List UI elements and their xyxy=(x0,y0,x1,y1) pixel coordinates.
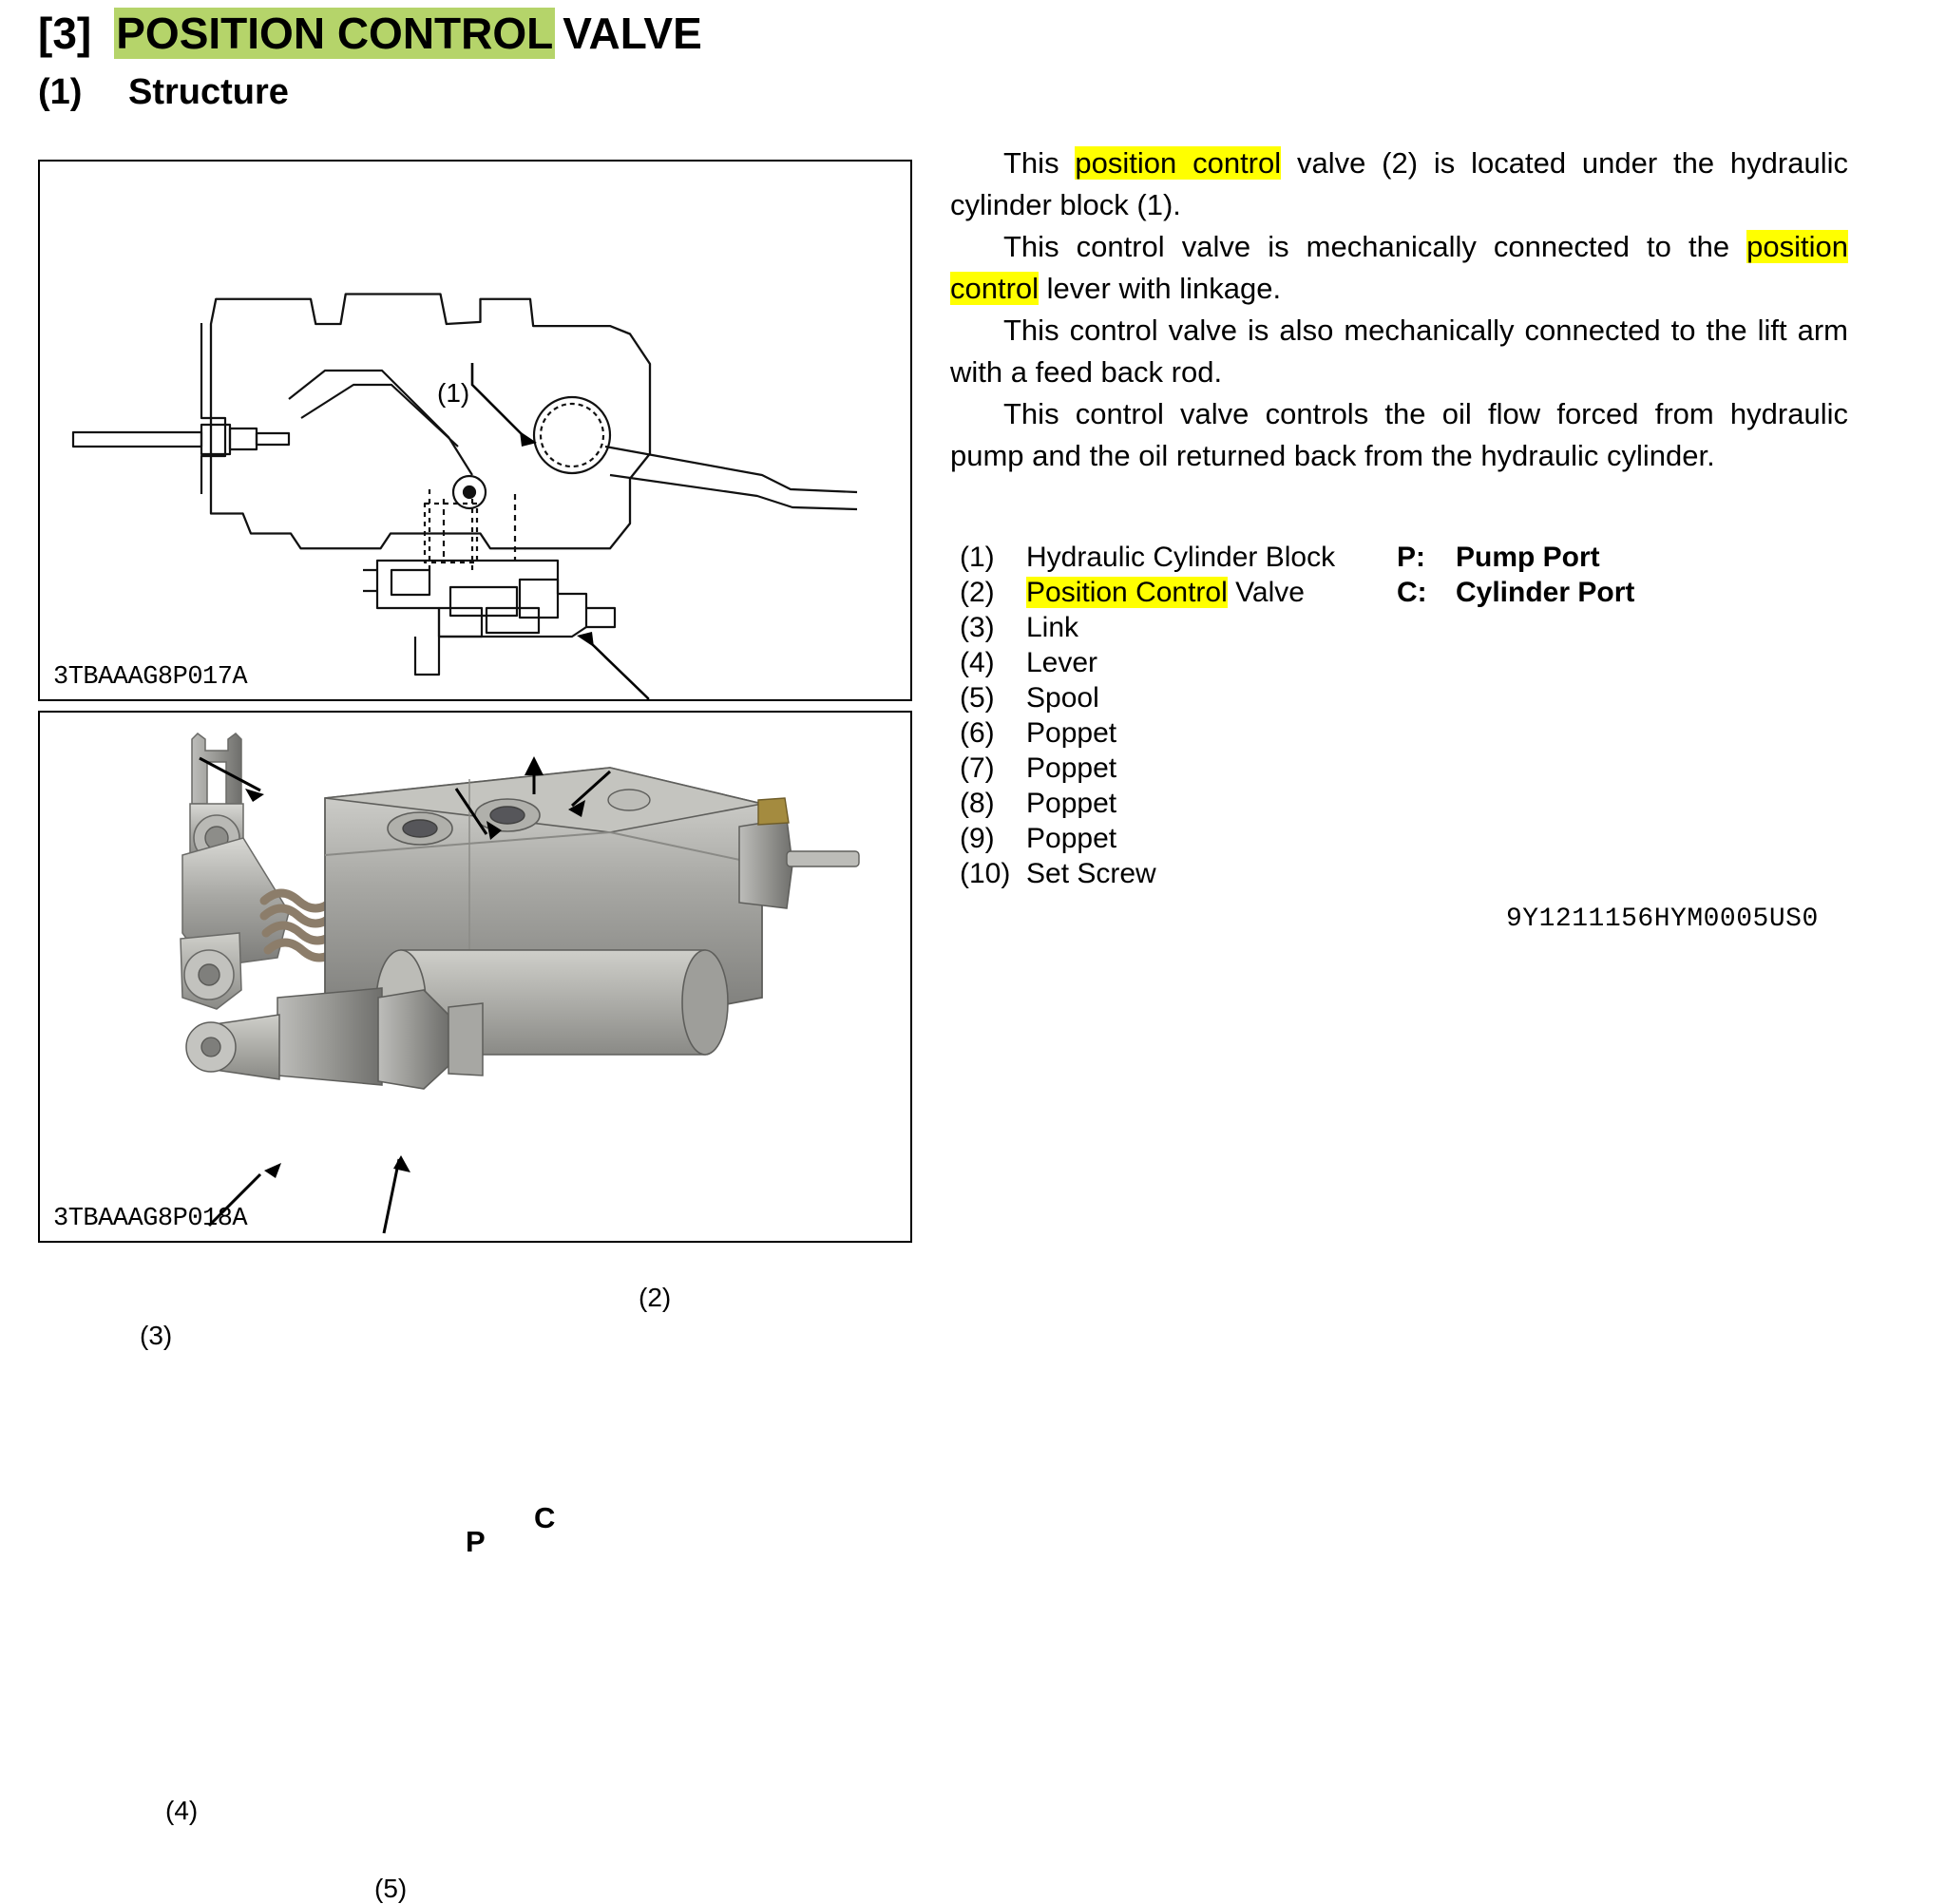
paragraph-1-post: valve (2) is located under the hydraulic cylinder block (1). xyxy=(950,146,1848,221)
legend-item-highlight: Position Control xyxy=(1026,577,1228,608)
legend-item xyxy=(960,856,1397,891)
legend-item-number: (2) xyxy=(960,577,995,608)
legend-item xyxy=(960,540,1397,575)
legend-item-label: Poppet xyxy=(1026,788,1117,819)
legend-port-label: Cylinder Port xyxy=(1456,577,1635,608)
figure-bottom-callout-2: (2) xyxy=(639,1283,672,1312)
document-code: 9Y1211156HYM0005US0 xyxy=(1506,904,1819,934)
line-drawing-cylinder-block xyxy=(40,162,910,699)
legend-item-number: (6) xyxy=(960,717,995,749)
paragraph-1 xyxy=(950,143,1848,226)
legend-item xyxy=(960,715,1397,751)
paragraph-2 xyxy=(950,226,1848,310)
section-subtitle xyxy=(38,72,988,113)
legend-item-number: (1) xyxy=(960,542,995,573)
paragraph-4 xyxy=(950,393,1848,477)
paragraph-2-highlight: position control xyxy=(950,230,1848,305)
paragraph-4-text: This control valve controls the oil flow forced from hydraulic pump and the oil returned back from the hydraulic cylinder. xyxy=(950,397,1848,472)
figure-bottom-label-p: P xyxy=(466,1525,486,1558)
body-text xyxy=(950,143,1848,477)
figure-top-callout-1: (1) xyxy=(437,378,470,408)
page-title-highlighted: POSITION CONTROL xyxy=(116,9,554,58)
paragraph-3 xyxy=(950,310,1848,393)
legend-item-label: Hydraulic Cylinder Block xyxy=(1026,542,1336,573)
legend-port-symbol: C: xyxy=(1397,577,1427,608)
legend-item-number: (3) xyxy=(960,612,995,643)
figure-top-illustration xyxy=(40,162,910,699)
legend-item-label-rest: Valve xyxy=(1227,577,1305,608)
figure-bottom-caption: 3TBAAAG8P018A xyxy=(53,1205,248,1233)
legend-item-label: Link xyxy=(1026,612,1079,643)
legend-port-item xyxy=(1397,540,1815,575)
legend-item xyxy=(960,751,1397,786)
legend-port-list xyxy=(1397,540,1815,891)
section-title: Structure xyxy=(128,72,289,112)
paragraph-2-pre: This control valve is mechanically connected to the xyxy=(1003,230,1747,263)
figure-cylinder-block-assembly xyxy=(38,160,912,701)
paragraph-2-post: lever with linkage. xyxy=(1039,272,1282,305)
legend-item-number: (4) xyxy=(960,647,995,678)
legend-port-item xyxy=(1397,575,1815,610)
legend-item xyxy=(960,645,1397,680)
figure-bottom-callout-5: (5) xyxy=(374,1874,408,1903)
legend-item-number: (10) xyxy=(960,858,1011,889)
valve-photo-rendering xyxy=(40,713,910,1241)
figure-bottom-label-c: C xyxy=(534,1501,556,1534)
page-title-number: [3] xyxy=(38,9,92,58)
legend-item-label: Lever xyxy=(1026,647,1098,678)
paragraph-3-text: This control valve is also mechanically connected to the lift arm with a feed back rod. xyxy=(950,314,1848,389)
legend-item-label: Poppet xyxy=(1026,752,1117,784)
legend-item-label xyxy=(1026,575,1397,610)
legend-item-number: (5) xyxy=(960,682,995,714)
legend-item xyxy=(960,575,1397,610)
paragraph-1-pre: This xyxy=(1003,146,1076,180)
legend-item-label: Spool xyxy=(1026,682,1099,714)
paragraph-1-highlight: position control xyxy=(1075,146,1282,180)
figure-top-caption: 3TBAAAG8P017A xyxy=(53,663,248,692)
legend-item xyxy=(960,821,1397,856)
legend-item-label: Set Screw xyxy=(1026,858,1156,889)
legend-item-label: Poppet xyxy=(1026,717,1117,749)
legend-item-number: (9) xyxy=(960,823,995,854)
legend-item-number: (7) xyxy=(960,752,995,784)
legend-port-symbol: P: xyxy=(1397,542,1425,573)
legend-item xyxy=(960,610,1397,645)
figure-bottom-callout-4: (4) xyxy=(165,1796,199,1825)
figure-bottom-illustration xyxy=(40,713,910,1241)
page-heading xyxy=(38,8,988,113)
legend-item xyxy=(960,786,1397,821)
legend-port-label: Pump Port xyxy=(1456,542,1600,573)
legend-item-label: Poppet xyxy=(1026,823,1117,854)
legend-item-number: (8) xyxy=(960,788,995,819)
section-number: (1) xyxy=(38,72,83,112)
legend-item xyxy=(960,680,1397,715)
page-title xyxy=(38,8,988,59)
figure-bottom-callout-3: (3) xyxy=(140,1321,173,1350)
page-title-rest: VALVE xyxy=(563,9,702,58)
legend xyxy=(960,540,1853,891)
legend-parts-list xyxy=(960,540,1397,891)
figure-position-control-valve-photo xyxy=(38,711,912,1903)
